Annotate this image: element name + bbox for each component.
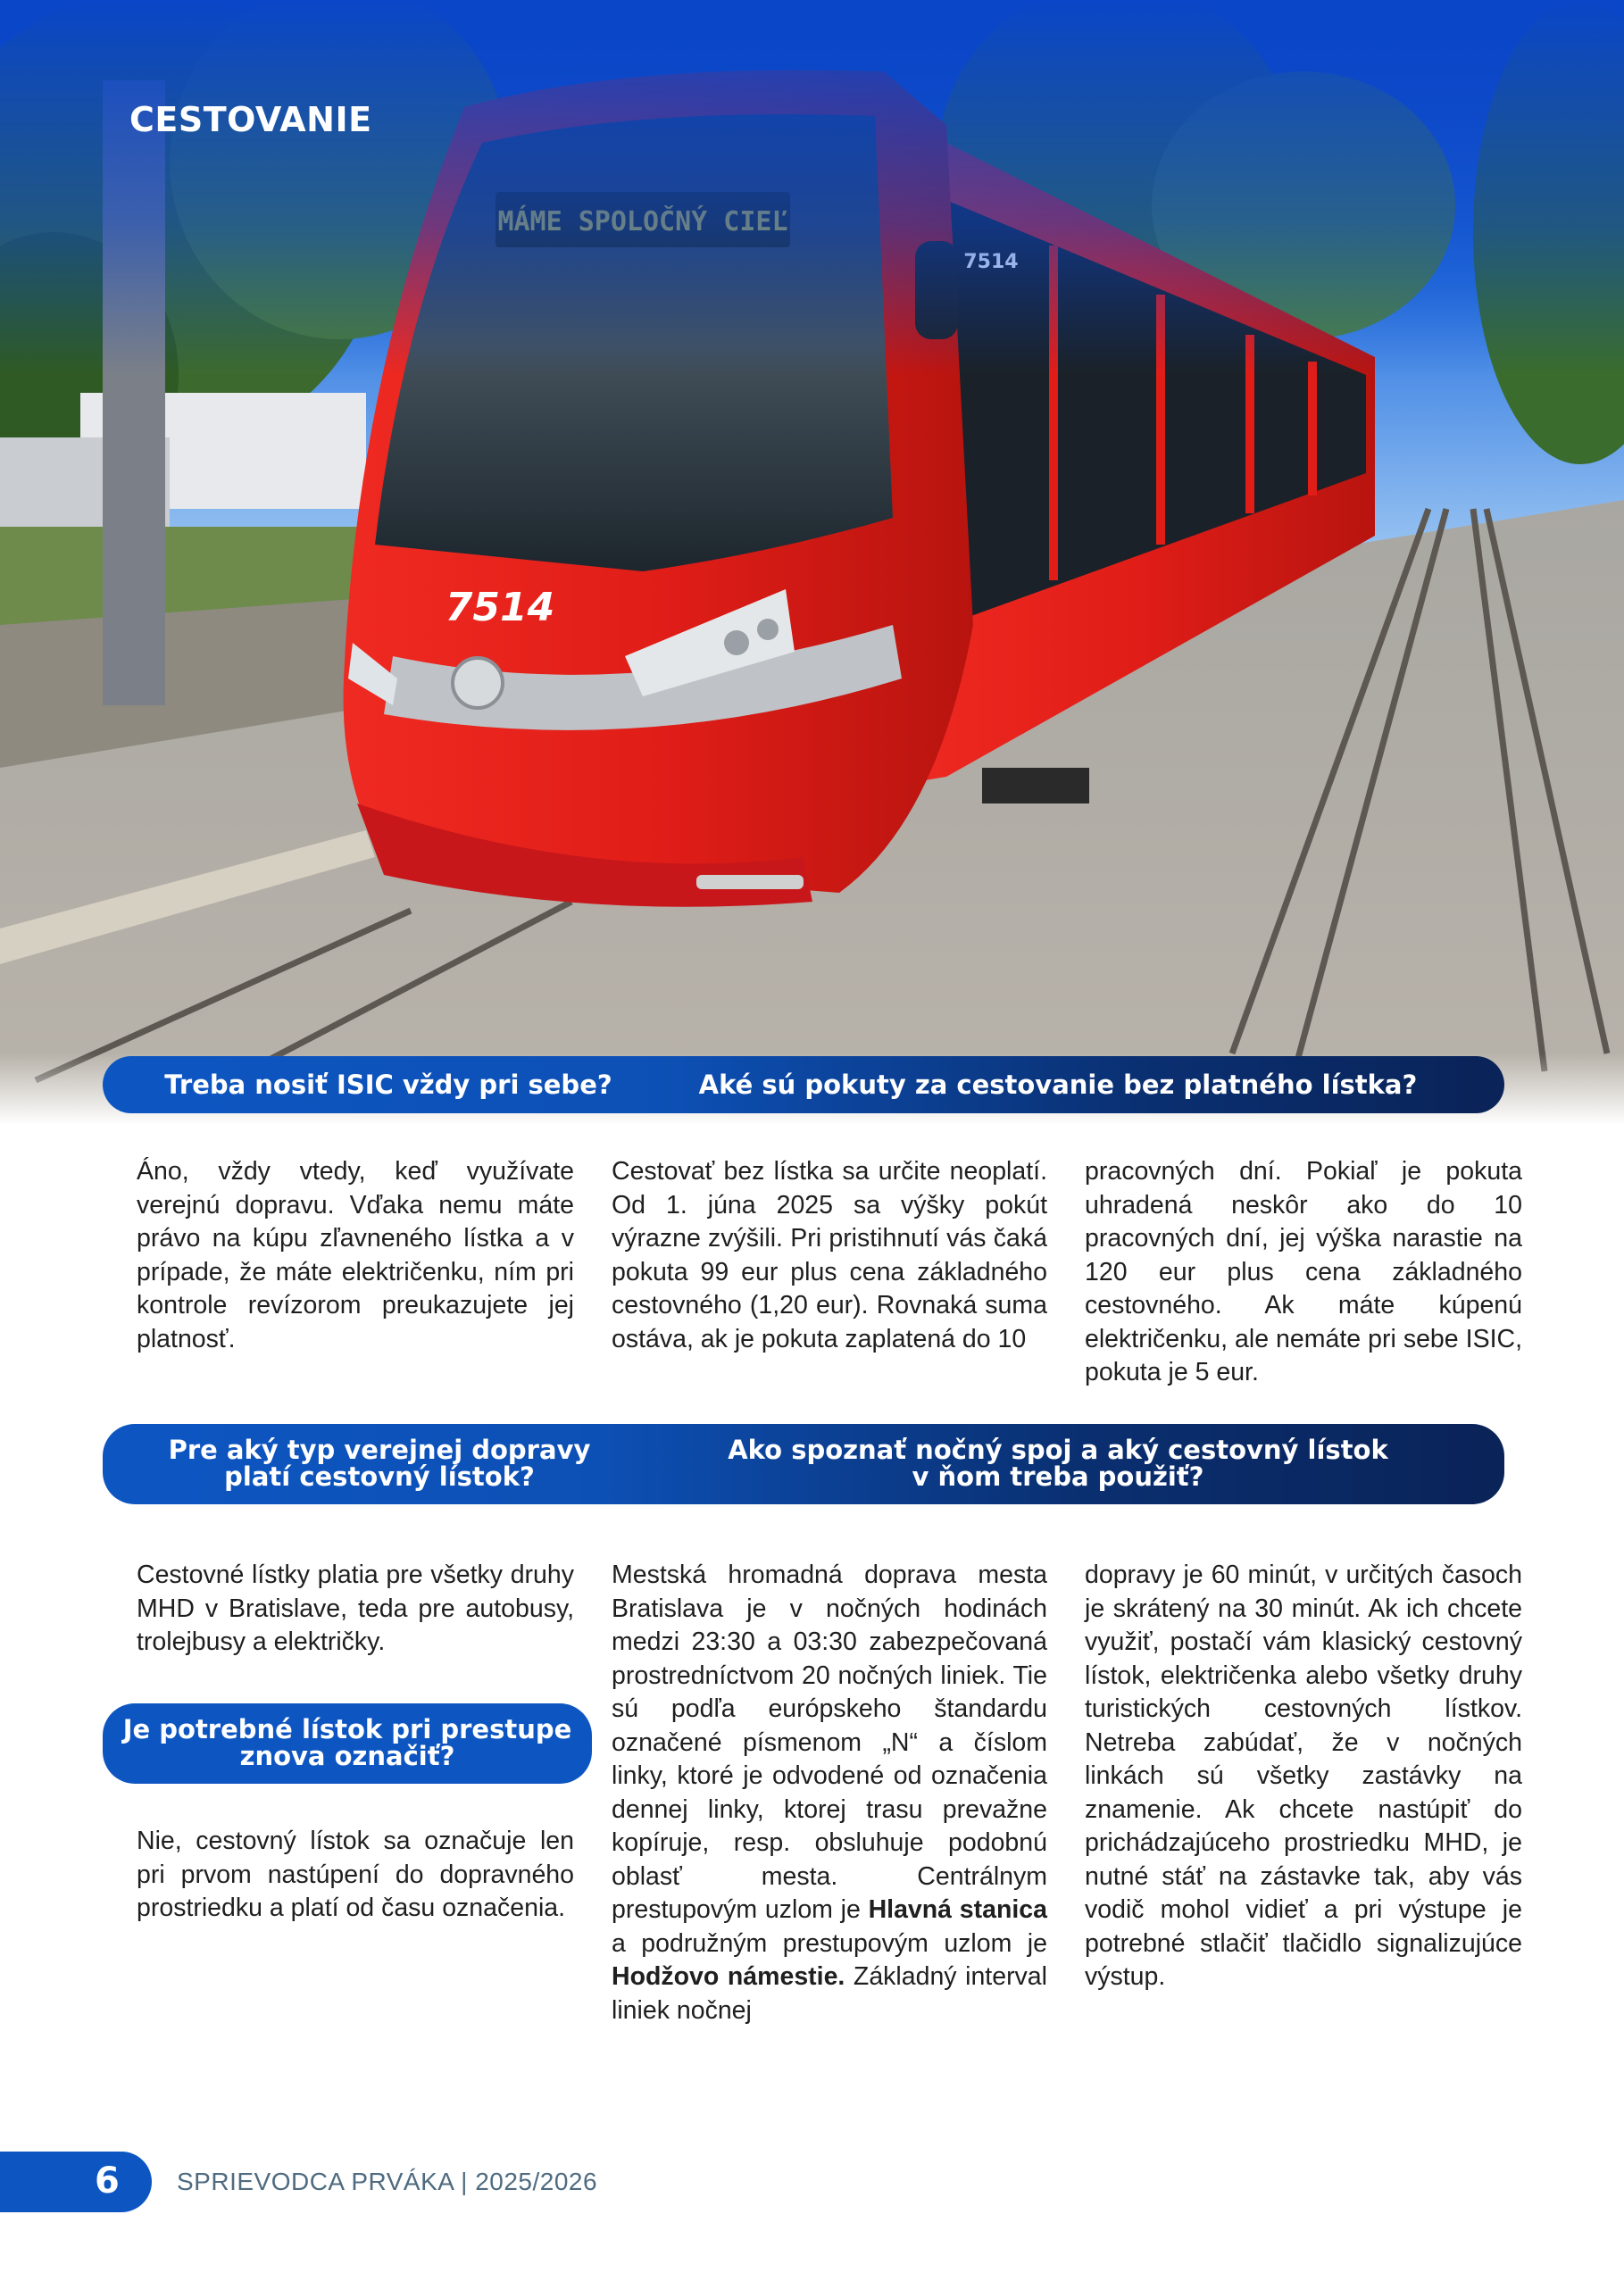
question-night-line1: Ako spoznať nočný spoj a aký cestovný lístok (728, 1435, 1388, 1465)
question-transport-type (152, 1436, 607, 1491)
question-isic: Treba nosiť ISIC vždy pri sebe? (164, 1069, 612, 1100)
answer-isic: Áno, vždy vtedy, keď využívate verejnú dopravu. Vďaka nemu máte právo na kúpu zľavneného lístka a v prípade, že máte električenku, ním pri kontrole revízorom preukazujete jej platnosť. (137, 1157, 574, 1353)
question-transfer-line2: znova označiť? (239, 1741, 455, 1772)
answer-transport-type: Cestovné lístky platia pre všetky druhy MHD v Bratislave, teda pre autobusy, trolejbusy a električky. (137, 1561, 574, 1656)
night-text-a: Mestská hromadná doprava mesta Bratislava je v nočných hodinách medzi 23:30 a 03:30 zabezpečovaná prostredníctvom 20 nočných liniek. Tie sú podľa európskeho štandardu označené písmenom „N“ a číslom linky, ktoré je odvodené od označenia dennej linky, ktorej trasu prevažne kopíruje, resp. obsluhuje podobnú oblasť mesta. Centrálnym prestupovým uzlom je (612, 1561, 1047, 1924)
night-hub-main: Hlavná stanica (868, 1895, 1047, 1924)
answer-transfer: Nie, cestovný lístok sa označuje len pri prvom nastúpení do dopravného prostriedku a platí od času označenia. (137, 1827, 574, 1922)
answer-fines-part1: Cestovať bez lístka sa určite neoplatí. Od 1. júna 2025 sa výšky pokút výrazne zvýšili. Pri pristihnutí vás čaká pokuta 99 eur plus cena základného cestovného (1,20 eur). Rovnaká suma ostáva, ak je pokuta zaplatená do 10 (612, 1157, 1047, 1353)
question-night-line2: v ňom treba použiť? (912, 1461, 1204, 1493)
tram-photo (0, 0, 1624, 1125)
question-transfer (103, 1716, 592, 1770)
night-text-c: Základný interval liniek nočnej (612, 1962, 1047, 2025)
question-transfer-line1: Je potrebné lístok pri prestupe (122, 1714, 572, 1744)
question-banner-row1 (103, 1056, 1504, 1113)
question-transport-type-line1: Pre aký typ verejnej dopravy (168, 1435, 591, 1465)
question-night (674, 1436, 1442, 1491)
tram-number-text: 7514 (445, 585, 555, 630)
question-fines: Aké sú pokuty za cestovanie bez platného lístka? (698, 1069, 1418, 1100)
answer-night-part2: dopravy je 60 minút, v určitých časoch je skrátený na 30 minút. Ak ich chcete využiť, postačí vám klasický cestovný lístok, električenka alebo všetky druhy turistických cestovných lístkov. Netreba zabúdať, že v nočných linkách sú všetky zastávky na znamenie. Ak chcete nastúpiť do prichádzajúceho prostriedku MHD, je nutné stáť na zástavke tak, aby vás vodič mohol vidieť a pri výstupe je potrebné stlačiť tlačidlo signalizujúce výstup. (1085, 1561, 1522, 1991)
answer-fines-part2: pracovných dní. Pokiaľ je pokuta uhradená neskôr ako do 10 pracovných dní, jej výška narastie na 120 eur plus cena základného cestovného. Ak máte kúpenú električenku, ale nemáte pri sebe ISIC, pokuta je 5 eur. (1085, 1157, 1522, 1386)
hero-photo (0, 0, 1624, 1125)
logo-icon (453, 658, 503, 708)
question-banner-row2 (103, 1424, 1504, 1504)
answer-night-part1 (612, 1559, 1047, 2027)
section-label: CESTOVANIE (129, 100, 372, 139)
question-transport-type-line2: platí cestovný lístok? (224, 1461, 535, 1493)
page-number-tab (0, 2152, 152, 2212)
night-hub-secondary: Hodžovo námestie. (612, 1962, 845, 1991)
night-text-b: a podružným prestupovým uzlom je (612, 1928, 1047, 1958)
page-number: 6 (95, 2160, 120, 2202)
question-banner-transfer (103, 1703, 592, 1784)
publication-title: SPRIEVODCA PRVÁKA | 2025/2026 (177, 2168, 598, 2195)
